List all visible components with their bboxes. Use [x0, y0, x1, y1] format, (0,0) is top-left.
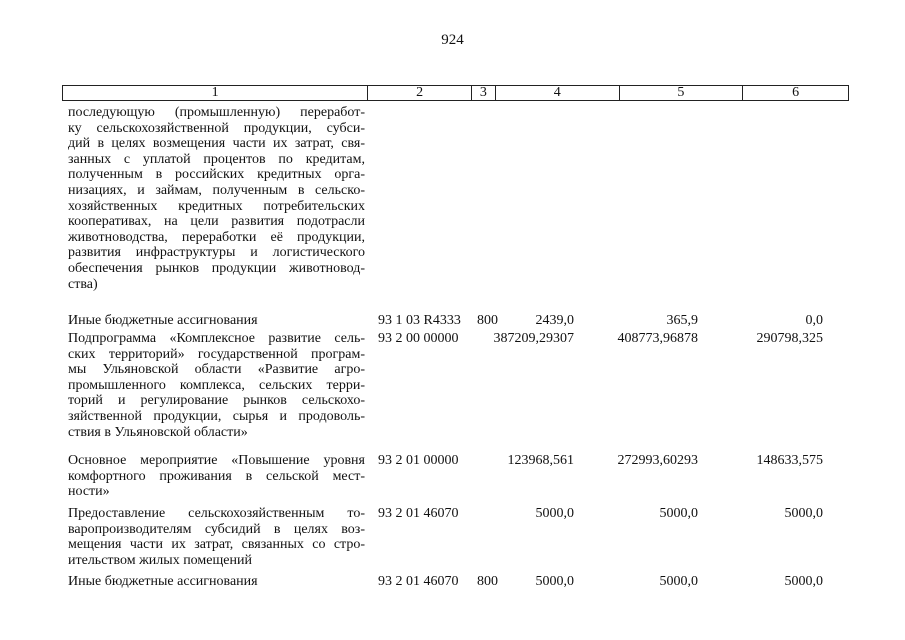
description-line: хозяйственных кредитных потребительских	[68, 198, 365, 214]
description-line: обеспечения рынков продукции животновод-	[68, 260, 365, 276]
target-article-code: 93 2 00 00000	[378, 331, 459, 346]
row-description	[68, 574, 365, 590]
amount-col-6: 0,0	[805, 313, 823, 328]
description-line: варопроизводителям субсидий в целях воз-	[68, 521, 365, 537]
description-line: ности»	[68, 484, 110, 500]
header-col-6: 6	[742, 86, 848, 100]
target-article-code: 93 1 03 R4333	[378, 313, 461, 328]
description-line: занных с уплатой процентов по кредитам,	[68, 151, 365, 167]
description-line: развития инфраструктуры и логистического	[68, 245, 365, 261]
description-line: Иные бюджетные ассигнования	[68, 313, 258, 328]
amount-col-6: 5000,0	[784, 506, 823, 521]
expense-type-code: 800	[477, 313, 498, 328]
header-col-5: 5	[619, 86, 743, 100]
description-line: комфортного проживания в сельской мест-	[68, 468, 365, 484]
row-description	[68, 506, 365, 568]
description-line: Основное мероприятие «Повышение уровня	[68, 453, 365, 468]
amount-col-5: 272993,60293	[617, 453, 698, 468]
amount-col-5: 5000,0	[659, 574, 698, 589]
row-description	[68, 105, 365, 292]
amount-col-6: 5000,0	[784, 574, 823, 589]
target-article-code: 93 2 01 46070	[378, 506, 459, 521]
amount-col-4: 5000,0	[535, 506, 574, 521]
row-description	[68, 453, 365, 500]
description-line: ку сельскохозяйственной продукции, субси-	[68, 120, 365, 136]
description-line: мещения части их затрат, связанных со стро-	[68, 537, 365, 553]
header-col-3: 3	[471, 86, 495, 100]
description-line: мы Ульяновской области «Развитие агро-	[68, 362, 365, 378]
amount-col-4: 2439,0	[535, 313, 574, 328]
amount-col-5: 365,9	[666, 313, 698, 328]
description-line: ствия в Ульяновской области»	[68, 424, 248, 440]
amount-col-6: 290798,325	[756, 331, 823, 346]
amount-col-6: 148633,575	[756, 453, 823, 468]
header-col-2: 2	[367, 86, 471, 100]
header-col-1: 1	[211, 85, 219, 100]
row-description	[68, 313, 365, 329]
description-line: низациях, и займам, полученным в сельско-	[68, 182, 365, 198]
description-line: промышленного комплекса, сельских терри-	[68, 377, 365, 393]
description-line: торий и регулирование рынков сельскохо-	[68, 393, 365, 409]
target-article-code: 93 2 01 46070	[378, 574, 459, 589]
description-line: Иные бюджетные ассигнования	[68, 574, 258, 589]
expense-type-code: 800	[477, 574, 498, 589]
amount-col-4: 123968,561	[507, 453, 574, 468]
amount-col-4: 387209,29307	[493, 331, 574, 346]
description-line: последующую (промышленную) переработ-	[68, 105, 365, 120]
table-header	[62, 85, 849, 101]
description-line: Подпрограмма «Комплексное развитие сель-	[68, 331, 365, 346]
row-description	[68, 331, 365, 440]
amount-col-4: 5000,0	[535, 574, 574, 589]
description-line: ских территорий» государственной програм-	[68, 346, 365, 362]
description-line: ства)	[68, 276, 98, 292]
description-line: ительством жилых помещений	[68, 552, 252, 568]
description-line: кооперативах, на цели развития подотрасли	[68, 214, 365, 230]
description-line: зяйственной продукции, сырья и продоволь-	[68, 408, 365, 424]
target-article-code: 93 2 01 00000	[378, 453, 459, 468]
description-line: животноводства, переработки её продукции,	[68, 229, 365, 245]
header-col-4: 4	[495, 86, 619, 100]
page-number: 924	[441, 32, 464, 48]
description-line: полученным в российских кредитных орга-	[68, 167, 365, 183]
amount-col-5: 408773,96878	[617, 331, 698, 346]
description-line: Предоставление сельскохозяйственным то-	[68, 506, 365, 521]
amount-col-5: 5000,0	[659, 506, 698, 521]
description-line: дий в целях возмещения части их затрат, свя-	[68, 136, 365, 152]
